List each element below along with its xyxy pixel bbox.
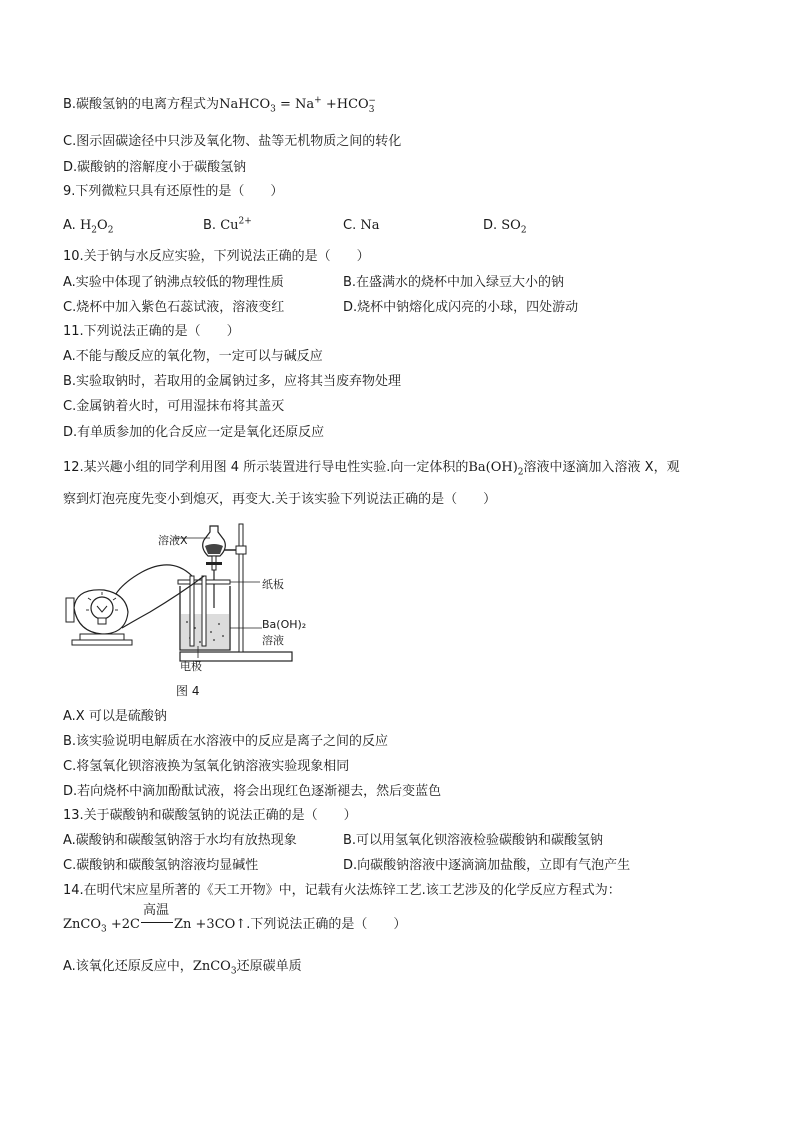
- q10-option-b: B.在盛满水的烧杯中加入绿豆大小的钠: [343, 275, 565, 290]
- q11-option-b: B.实验取钠时，若取用的金属钠过多，应将其当废弃物处理: [63, 374, 402, 389]
- q13-option-d: D.向碳酸钠溶液中逐滴滴加盐酸，立即有气泡产生: [343, 858, 631, 873]
- q10-option-d: D.烧杯中钠熔化成闪亮的小球，四处游动: [343, 300, 579, 315]
- q11-option-a: A.不能与酸反应的氧化物，一定可以与碱反应: [63, 349, 323, 364]
- q10-stem: 10.关于钠与水反应实验，下列说法正确的是（ ）: [63, 249, 370, 264]
- q12-option-b: B.该实验说明电解质在水溶液中的反应是离子之间的反应: [63, 734, 389, 749]
- q14-equation: ZnCO$_3$ +2C 高温 Zn +3CO↑.下列说法正确的是（ ）: [63, 903, 407, 935]
- q8-option-c: C.图示固碳途径中只涉及氧化物、盐等无机物质之间的转化: [63, 134, 402, 149]
- q11-option-c: C.金属钠着火时，可用湿抹布将其盖灭: [63, 399, 285, 414]
- q12-stem-line2: 察到灯泡亮度先变小到熄灭，再变大.关于该实验下列说法正确的是（ ）: [63, 492, 497, 507]
- lamp: [66, 590, 132, 645]
- q9-stem: 9.下列微粒只具有还原性的是（ ）: [63, 184, 284, 199]
- q12-option-a: A.X 可以是硫酸钠: [63, 709, 167, 724]
- q8-option-b: B.碳酸氢钠的电离方程式为NaHCO$_3$ = $Na^+ +HCO_3^-$: [63, 95, 376, 115]
- q14-option-a: A.该氧化还原反应中，ZnCO$_3$还原碳单质: [63, 959, 302, 977]
- q14-stem: 14.在明代宋应星所著的《天工开物》中，记载有火法炼锌工艺.该工艺涉及的化学反应方程式为：: [63, 883, 621, 898]
- q11-option-d: D.有单质参加的化合反应一定是氧化还原反应: [63, 425, 325, 440]
- q9-option-a: A. $H_2O_2$: [63, 218, 114, 236]
- q13-stem: 13.关于碳酸钠和碳酸氢钠的说法正确的是（ ）: [63, 808, 357, 823]
- q8-option-d: D.碳酸钠的溶解度小于碳酸氢钠: [63, 160, 247, 175]
- q9-option-d: D. $SO_2$: [483, 218, 527, 236]
- figure-label-baoh2: Ba(OH)₂: [262, 618, 307, 631]
- q13-option-a: A.碳酸钠和碳酸氢钠溶于水均有放热现象: [63, 833, 297, 848]
- q11-stem: 11.下列说法正确的是（ ）: [63, 324, 240, 339]
- q9-option-c: C. Na: [343, 218, 380, 233]
- q10-option-c: C.烧杯中加入紫色石蕊试液，溶液变红: [63, 300, 285, 315]
- q12-option-d: D.若向烧杯中滴加酚酞试液，将会出现红色逐渐褪去，然后变蓝色: [63, 784, 442, 799]
- q13-option-c: C.碳酸钠和碳酸氢钠溶液均显碱性: [63, 858, 259, 873]
- figure-label-solution-x: 溶液X: [158, 534, 188, 547]
- q12-stem-line1: 12.某兴趣小组的同学利用图 4 所示装置进行导电性实验.向一定体积的$Ba(OH)_2$溶液中逐滴加入溶液 X，观: [63, 460, 680, 478]
- q10-option-a: A.实验中体现了钠沸点较低的物理性质: [63, 275, 284, 290]
- figure-label-electrode: 电极: [180, 660, 202, 673]
- figure-caption: 图 4: [176, 684, 200, 698]
- stand-rod: [239, 524, 243, 652]
- figure-label-solution: 溶液: [262, 634, 284, 647]
- q12-option-c: C.将氢氧化钡溶液换为氢氧化钠溶液实验现象相同: [63, 759, 350, 774]
- q9-option-b: B. $Cu^{2+}$: [203, 216, 252, 233]
- figure-label-paper-board: 纸板: [262, 578, 284, 591]
- q13-option-b: B.可以用氢氧化钡溶液检验碳酸钠和碳酸氢钠: [343, 833, 604, 848]
- reaction-condition: 高温: [141, 916, 173, 934]
